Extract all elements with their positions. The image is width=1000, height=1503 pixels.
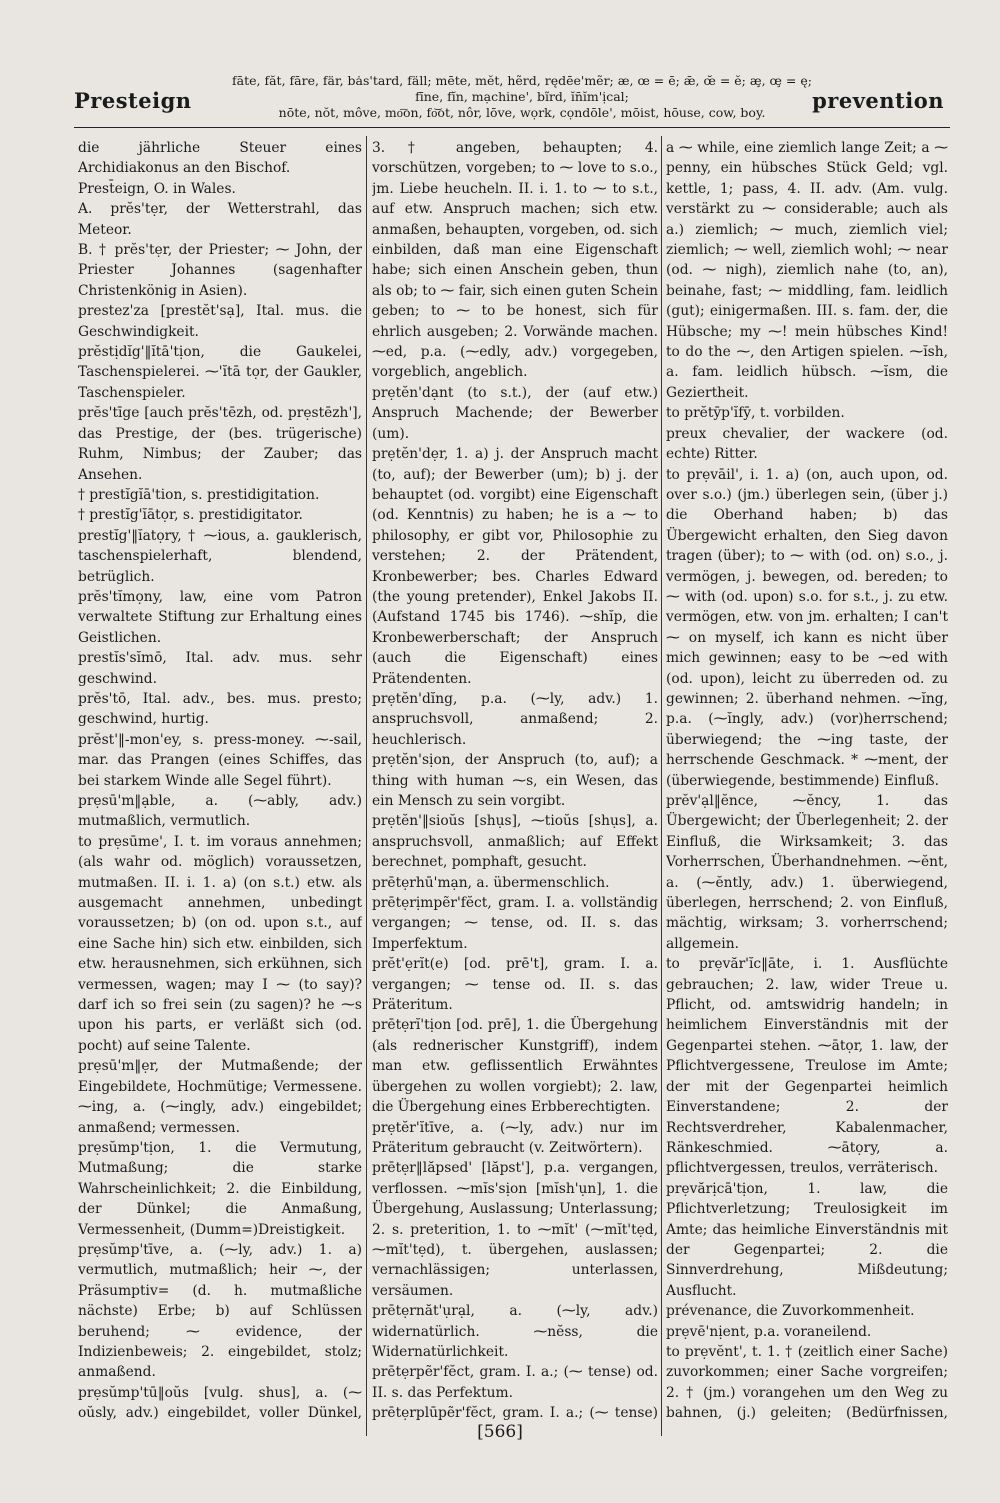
dictionary-entry: prĕv'ạl‖ĕnce, ⁓ĕncy, 1. das Übergewicht; der Überlegenheit; 2. der Einfluß, die Wirksamkeit; 3. das Vorherrschen, Überhandnehmen. ⁓ĕnt, a. (⁓ĕntly, adv.) 1. überwiegend, überlegen, herrschend; 2. von Einfluß, mächtig, wirksam; 3. vorherrschend; allgemein. bbox=[666, 793, 948, 952]
dictionary-column-3 bbox=[666, 138, 948, 1420]
dictionary-entry: prestĭg'‖ĭatọry, † ⁓ious, a. gauklerisch, taschenspielerhaft, blendend, betrüglich. bbox=[78, 527, 362, 585]
dictionary-entry: prẹtĕn'sịon, der Anspruch (to, auf); a thing with human ⁓s, ein Wesen, das ein Mensch zu sein vorgibt. bbox=[372, 752, 658, 809]
dictionary-entry: die jährliche Steuer eines Archidiakonus an den Bischof. bbox=[78, 140, 362, 177]
dictionary-entry: to prẹvāil', i. 1. a) (on, auch upon, od. over s.o.) (jm.) überlegen sein, (über j.) die Oberhand haben; b) das Übergewicht erhalten, den Sieg davon tragen (über); to ⁓ with (od. on) s.o., j. vermögen, j. bewegen, od. bereden; to ⁓ with (od. upon) s.o. for s.t., j. zu etw. vermögen, etw. von jm. erhalten; I can't ⁓ on myself, ich kann es nicht über mich gewinnen; easy to be ⁓ed with (od. upon), leicht zu überreden od. zu gewinnen; 2. überhand nehmen. ⁓ĭng, p.a. (⁓ĭngly, adv.) (vor)herrschend; überwiegend; the ⁓ing taste, der herrschende Geschmack. * ⁓ment, der (überwiegende, bestimmende) Einfluß. bbox=[666, 466, 948, 789]
dictionary-entry: preux chevalier, der wackere (od. echte) Ritter. bbox=[666, 425, 948, 463]
header-rule bbox=[74, 127, 950, 128]
dictionary-entry: 3. † angeben, behaupten; 4. vorschützen, vorgeben; to ⁓ love to s.o., jm. Liebe heucheln. II. i. 1. to ⁓ to s.t., auf etw. Anspruch machen; sich etw. anmaßen, behaupten, vorgeben, od. sich einbilden, daß man eine Eigenschaft habe; sich einen Anschein geben, thun als ob; to ⁓ fair, sich einen guten Schein geben; to ⁓ to be honest, sich für ehrlich ausgeben; 2. Vorwände machen. ⁓ed, p.a. (⁓edly, adv.) vorgegeben, vorgeblich, angeblich. bbox=[372, 140, 658, 381]
dictionary-entry: prestez'za [prestĕt'sạ], Ital. mus. die Geschwindigkeit. bbox=[78, 303, 362, 340]
dictionary-entry: † prestĭgĭā'tion, s. prestidigitation. bbox=[78, 486, 320, 503]
dictionary-entry: a ⁓ while, eine ziemlich lange Zeit; a ⁓ penny, ein hübsches Stück Geld; vgl. kettle, 1; pass, 4. II. adv. (Am. vulg. verstärkt zu ⁓ considerable; auch als a.) ziemlich; ⁓ much, ziemlich viel; ziemlich; ⁓ well, ziemlich wohl; ⁓ near (od. ⁓ nigh), ziemlich nahe (to, an), beinahe, fast; ⁓ middling, fam. leidlich (gut); einigermaßen. III. s. fam. der, die Hübsche; my ⁓! mein hübsches Kind! to do the ⁓, den Artigen spielen. ⁓ĭsh, a. fam. leidlich hübsch. ⁓ĭsm, die Geziertheit. bbox=[666, 140, 948, 401]
right-catchword: prevention bbox=[812, 88, 944, 113]
dictionary-entry: prẹsŭmp'tịon, 1. die Vermutung, Mutmaßung; die starke Wahrscheinlichkeit; 2. die Einbildung, der Dünkel; die Anmaßung, Vermessenheit, (Dumm=)Dreistigkeit. bbox=[78, 1139, 362, 1238]
dictionary-entry: prẹtĕn'dĭng, p.a. (⁓ly, adv.) 1. anspruchsvoll, anmaßend; 2. heuchlerisch. bbox=[372, 690, 658, 748]
dictionary-entry: prētẹrplūpẽr'fĕct, gram. I. a.; (⁓ tense) bbox=[372, 1405, 658, 1420]
dictionary-entry: prĕs'tīge [auch prĕs'tēzh, od. prẹstēzh'], das Prestige, der (bes. trügerische) Ruhm, Nimbus; der Zauber; das Ansehen. bbox=[78, 405, 362, 483]
dictionary-entry: † prestĭg'ĭātọr, s. prestidigitator. bbox=[78, 507, 303, 524]
dictionary-entry: to prẹvăr'ĭc‖āte, i. 1. Ausflüchte gebrauchen; 2. law, wider Treue u. Pflicht, od. amtswidrig handeln; in heimlichem Einverständnis mit der Gegenpartei stehen. ⁓ātọr, 1. law, der Pflichtvergessene, Treulose im Amte; der mit der Gegenpartei heimlich Einverstandene; 2. der Rechtsverdreher, Kabalenmacher, Ränkeschmied. ⁓ātọry, a. pflichtvergessen, treulos, verräterisch. bbox=[666, 956, 948, 1177]
dictionary-entry: prētẹr‖lăpsed' [lăpst'], p.a. vergangen, verflossen. ⁓mĭs'sịon [mĭsh'ụn], 1. die Übergehung, Auslassung; Unterlassung; 2. s. preterition, 1. to ⁓mĭt' (⁓mĭt'tẹd, ⁓mĭt'tẹd), t. übergehen, auslassen; vernachlässigen; unterlassen, versäumen. bbox=[372, 1160, 658, 1299]
dictionary-entry: prẹsŭmp'tū‖oŭs [vulg. shus], a. (⁓ oŭsly, adv.) eingebildet, voller Dünkel, bbox=[78, 1384, 362, 1420]
dictionary-entry: prẹsŭmp'tīve, a. (⁓ly, adv.) 1. a) vermutlich, mutmaßlich; heir ⁓, der Präsumptiv= (d. h. mutmaßliche nächste) Erbe; b) auf Schlüssen beruhend; ⁓ evidence, der Indizienbeweis; 2. eingebildet, stolz; anmaßend. bbox=[78, 1241, 362, 1381]
dictionary-entry: prētẹrịmpẽr'fĕct, gram. I. a. vollständig vergangen; ⁓ tense, od. II. s. das Imperfektum. bbox=[372, 895, 658, 952]
dictionary-entry: prētẹrnăt'ụrạl, a. (⁓ly, adv.) widernatürlich. ⁓nĕss, die Widernatürlichkeit. bbox=[372, 1303, 658, 1360]
dictionary-entry: prẹtĕr'ĭtīve, a. (⁓ly, adv.) nur im Präteritum gebraucht (v. Zeitwörtern). bbox=[372, 1119, 658, 1156]
page-number: [566] bbox=[477, 1422, 523, 1442]
dictionary-entry: to prẹvĕnt', t. 1. † (zeitlich einer Sache) zuvorkommen; einer Sache vorgreifen; 2. † (jm.) vorangehen um den Weg zu bahnen, (j.) geleiten; (Bedürfnissen, bbox=[666, 1343, 948, 1420]
dictionary-entry: prĕt'ẹrĭt(e) [od. prē't], gram. I. a. vergangen; ⁓ tense od. II. s. das Präteritum. bbox=[372, 956, 658, 1014]
dictionary-entry: prẹtĕn'dạnt (to s.t.), der (auf etw.) Anspruch Machende; der Bewerber (um). bbox=[372, 384, 658, 442]
dictionary-entry: prētẹrhū'mạn, a. übermenschlich. bbox=[372, 874, 610, 891]
dictionary-entry: prẹtĕn'dẹr, 1. a) j. der Anspruch macht (to, auf); der Bewerber (um); b) j. der behauptet (od. vorgibt) eine Eigenschaft (od. Kenntnis) zu haben; he is a ⁓ to philosophy, er gibt vor, Philosophie zu verstehen; 2. der Prätendent, Kronbewerber; bes. Charles Edward (the young pretender), Enkel Jakobs II. (Aufstand 1745 bis 1746). ⁓shĭp, die Kronbewerberschaft; der Anspruch (auch die Eigenschaft) eines Prätendenten. bbox=[372, 446, 658, 687]
column-divider bbox=[366, 136, 367, 1436]
dictionary-entry: prẹvărịcā'tịon, 1. law, die Pflichtverletzung; Treulosigkeit im Amte; das heimliche Einverständnis mit der Gegenpartei; 2. die Sinnverdrehung, Mißdeutung; Ausflucht. bbox=[666, 1180, 948, 1299]
pronunciation-key-line-1: fāte, făt, fāre, fär, bȧs'tard, fäll; mēte, mĕt, hẽrd, rędēe'mẽr; æ, œ = ē; ǣ, œ̆ = ĕ; æ̧, œ̧ = ę; bbox=[232, 73, 812, 88]
dictionary-entry: Prest̄eign, O. in Wales. bbox=[78, 180, 236, 197]
dictionary-entry: A. prĕs'tẹr, der Wetterstrahl, das Meteor. bbox=[78, 201, 362, 238]
dictionary-entry: prestĭs'sĭmō, Ital. adv. mus. sehr geschwind. bbox=[78, 650, 362, 687]
dictionary-entry: prĕstịdĭg'‖ĭtā'tịon, die Gaukelei, Taschenspielerei. ⁓'ĭtā tọr, der Gaukler, Taschenspieler. bbox=[78, 344, 362, 401]
dictionary-entry: prẹsū'm‖ẹr, der Mutmaßende; der Eingebildete, Hochmütige; Vermessene. ⁓ing, a. (⁓ingly, adv.) eingebildet; anmaßend; vermessen. bbox=[78, 1058, 362, 1136]
pronunciation-key-line-2: fīne, fĭn, mạchine', bĩrd, ĭn̄ĭm'ịcal; bbox=[415, 89, 629, 104]
dictionary-entry: prẹsū'm‖ạble, a. (⁓ably, adv.) mutmaßlich, vermutlich. bbox=[78, 793, 362, 830]
dictionary-entry: prẹvē'nịent, p.a. voraneilend. bbox=[666, 1323, 872, 1340]
dictionary-entry: prĕs'tĭmọny, law, eine vom Patron verwaltete Stiftung zur Erhaltung eines Geistlichen. bbox=[78, 588, 362, 646]
dictionary-entry: prĕst'‖-mon'ey, s. press-money. ⁓-sail, mar. das Prangen (eines Schiffes, das bei starkem Winde alle Segel führt). bbox=[78, 731, 362, 789]
dictionary-entry: prētẹrpẽr'fĕct, gram. I. a.; (⁓ tense) od. II. s. das Perfektum. bbox=[372, 1364, 658, 1401]
dictionary-entry: B. † prĕs'tẹr, der Priester; ⁓ John, der Priester Johannes (sagenhafter Christenkönig in Asien). bbox=[78, 242, 362, 299]
dictionary-entry: prētẹrĭ'tịon [od. prē], 1. die Übergehung (als rednerischer Kunstgriff), indem man etw. geflissentlich Erwähntes übergehen zu wollen vorgiebt); 2. law, die Übergehung eines Erbberechtigten. bbox=[372, 1017, 658, 1116]
dictionary-entry: prẹtĕn'‖sioŭs [shụs], ⁓tioŭs [shụs], a. anspruchsvoll, anmaßlich; auf Effekt berechnet, pomphaft, gesucht. bbox=[372, 813, 658, 871]
dictionary-entry: to prĕtȳp'ĭfȳ, t. vorbilden. bbox=[666, 405, 845, 422]
left-catchword: Presteign bbox=[74, 88, 192, 113]
dictionary-column-1 bbox=[78, 138, 362, 1420]
dictionary-entry: prévenance, die Zuvorkommenheit. bbox=[666, 1303, 915, 1320]
pronunciation-key-line-3: nōte, nŏt, môve, mo͞on, fo͝ot, nôr, lōve, wọrk, cọndōle', mōist, hōuse, cow, boy. bbox=[278, 105, 766, 120]
column-divider bbox=[661, 136, 662, 1436]
dictionary-entry: to prẹsūme', I. t. im voraus annehmen; (als wahr od. möglich) voraussetzen, mutmaßen. II. i. 1. a) (on s.t.) etw. als ausgemacht annehmen, unbedingt voraussetzen; b) (on od. upon s.t., auf eine Sache hin) sich etw. einbilden, sich etw. herausnehmen, sich erkühnen, sich vermessen, wagen; may I ⁓ (to say)? darf ich so frei sein (zu sagen)? he ⁓s upon his parts, er verläßt sich (od. pocht) auf seine Talente. bbox=[78, 833, 362, 1054]
dictionary-column-2 bbox=[372, 138, 658, 1420]
dictionary-entry: prĕs'tō, Ital. adv., bes. mus. presto; geschwind, hurtig. bbox=[78, 690, 362, 728]
